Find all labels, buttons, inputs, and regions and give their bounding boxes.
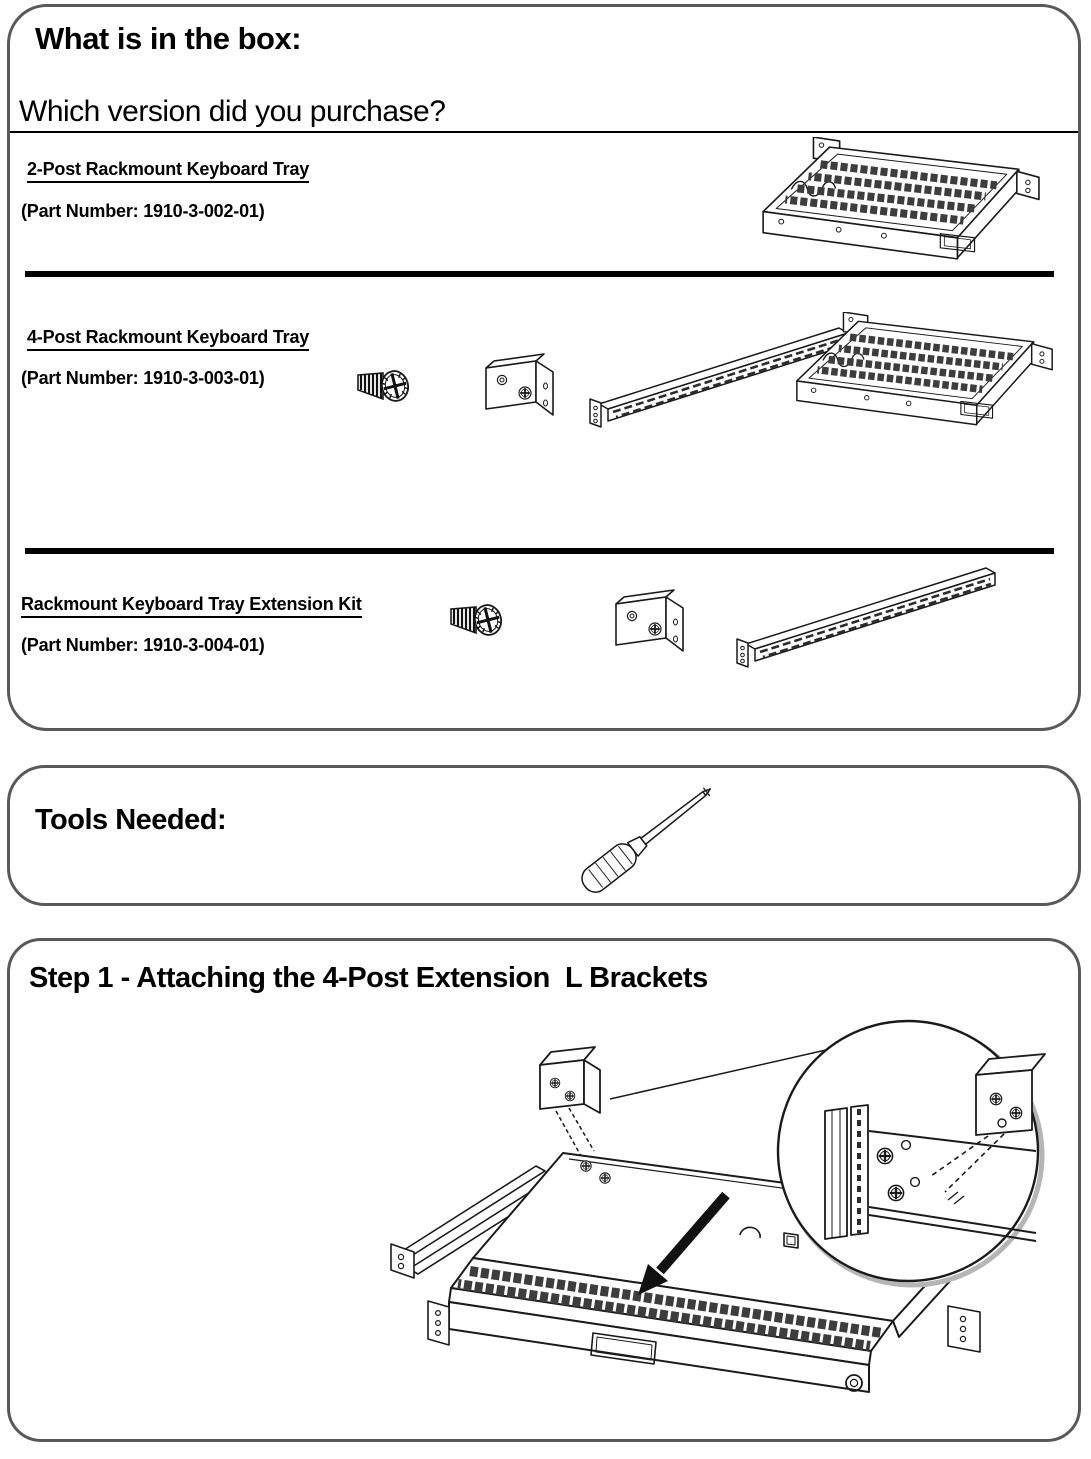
section-divider — [25, 548, 1054, 554]
phillips-screwdriver-illustration — [555, 768, 745, 905]
step1-title: Step 1 - Attaching the 4-Post Extension L Brackets — [29, 962, 708, 994]
mounting-rail-illustration — [732, 560, 1004, 672]
section-divider — [25, 271, 1054, 277]
what-is-in-the-box-panel — [7, 4, 1081, 731]
step1-panel — [7, 938, 1081, 1442]
subtitle-underline-rule — [10, 131, 1078, 133]
product-part-number-4-post: (Part Number: 1910-3-003-01) — [21, 368, 265, 388]
keyboard-tray-illustration — [778, 312, 1058, 435]
screw-illustration — [445, 596, 507, 646]
product-name-extension-kit: Rackmount Keyboard Tray Extension Kit — [21, 594, 362, 618]
product-part-number-extension-kit: (Part Number: 1910-3-004-01) — [21, 635, 265, 655]
tools-needed-panel — [7, 765, 1081, 906]
product-name-2-post: 2-Post Rackmount Keyboard Tray — [27, 159, 309, 183]
tools-needed-title: Tools Needed: — [35, 804, 227, 836]
product-part-number-2-post: (Part Number: 1910-3-002-01) — [21, 201, 265, 221]
screw-illustration — [352, 362, 414, 412]
product-name-4-post: 4-Post Rackmount Keyboard Tray — [27, 327, 309, 351]
version-question-subtitle: Which version did you purchase? — [19, 95, 446, 128]
step1-illustration — [388, 1003, 1078, 1423]
page-title: What is in the box: — [35, 21, 302, 56]
l-bracket-illustration — [608, 588, 696, 660]
keyboard-tray-illustration — [743, 137, 1045, 270]
l-bracket-illustration — [478, 352, 566, 424]
